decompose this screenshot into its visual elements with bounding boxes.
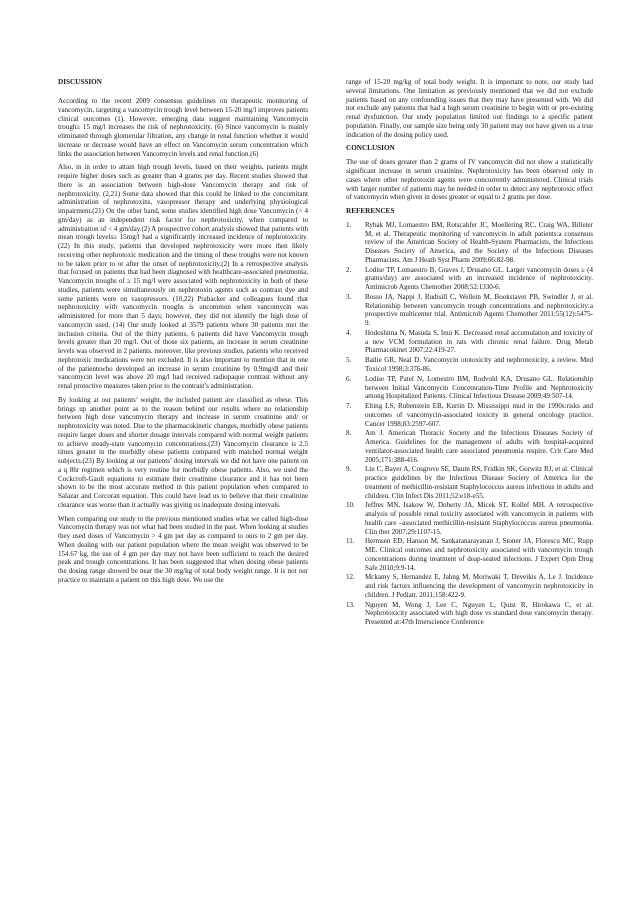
reference-text: Bailie GR, Neal D. Vancomycin ototoxicity and nephrotoxicity, a review. Med Toxicol 1998;3:376-86. [365, 356, 593, 373]
discussion-continuation: range of 15-20 mg/kg of total body weight. It is important to note, our study had several limitations. One limitation as previously mentioned that we did not exclude patients based on any confounding issues that they may have presented with. We did not exclude any patients that had a high serum creatinine to begin with or pre-existing renal dysfunction. Our study population limited our findings to a specific patient population. Finally, our sample size being only 30 patient may not have given us a true indication of the dosing policy used. [346, 78, 593, 139]
reference-number: 10. [346, 501, 355, 510]
reference-item [346, 356, 593, 373]
discussion-paragraph-1: According to the recent 2009 consensus guidelines on therapeutic monitoring of vancomycin, targeting a vancomycin trough level between 15-20 mg/l improves patients clinical outcomes (1). However, emerging data suggest maintaining Vancomycin trough≥ 15 mg/l increases the risk of nephrotoxicity. (6) Since vancomycin is mainly eliminated through glomerular filtration, any change in renal function whether it would increase or decrease would have an effect on Vancomycin serum concentration which links the association between Vancomycin levels and renal function.(6) [58, 97, 308, 158]
reference-text: Jeffres MN, Isakow W, Doherty JA, Micek ST, Kollef MH. A retrospective analysis of possible renal toxicity associated with vancomycin in patients with health care –associated methicillin-resistant Staphylococcus aureus pneumonia. Clin ther 2007;29:1107-15. [365, 501, 593, 536]
reference-item [346, 429, 593, 464]
reference-item [346, 537, 593, 572]
reference-number: 1. [346, 221, 352, 229]
reference-number: 3. [346, 293, 352, 301]
reference-number: 6. [346, 374, 352, 383]
reference-item [346, 501, 593, 536]
reference-text: Nguyen M, Wong J, Lee C, Nguyen L, Quist R, Hirokawa C, et al. Nephrotoxicity associated with high dose vs standard dose vancomycin therapy. Presented at:47th Interscience Conference [365, 600, 593, 627]
reference-number: 11. [346, 537, 355, 546]
reference-text: Hodoshima N, Masuda S, Inui K. Decreased renal accumulation and toxicity of a new VCM formulation in rats with chronic renal failure. Drug Metab Pharmacokinet 2007;22:419-27. [365, 329, 593, 355]
reference-item [346, 573, 593, 599]
reference-number: 4. [346, 329, 352, 337]
reference-text: Elting LS, Rubenstein EB, Kurtin D. Mississippi mud in the 1990s:risks and outcomes of vancomycin-associated toxicity in general oncology practice. Cancer 1998;83:2597-607. [365, 402, 593, 428]
reference-item [346, 329, 593, 355]
reference-text: Hermsen ED, Hanson M, Sankaranarayanan J, Stoner JA, Florescu MC, Rupp ME. Clinical outcomes and nephrotoxicity associated with vancomycin trough concentrations during treatment of deap-seated infections. J Expert Opin Drug Safe 2010;9:9-14. [365, 537, 593, 572]
reference-text: Mckamy S, Hernandez E, Jahng M, Moriwaki T, Deveikis A, Le J. Incidence and risk factors influencing the development of vancomycin nephrotoxicity in children. J Pediatr. 2011;158:422-9. [365, 573, 593, 599]
references-heading: REFERENCES [346, 207, 395, 215]
discussion-heading: DISCUSSION [58, 78, 102, 86]
right-column [346, 78, 593, 628]
reference-item [346, 601, 593, 627]
left-column [58, 78, 308, 590]
reference-number: 8. [346, 429, 352, 438]
reference-number: 13. [346, 600, 355, 609]
conclusion-paragraph: The use of doses greater than 2 grams of IV vancomycin did not show a statistically significant increase in serum creatinine. Nephrotoxicity has been observed only in cases where other nephrotoxin agents were concurrently administered. Clinical trials with larger number of patients may be needed in order to detect any nephrotoxic effect of vancomycin when given in doses greater or equal to 2 grams per dose. [346, 158, 593, 202]
reference-text: Lodise TP, Lomaestro B, Graves J, Drusano GL. Larger vancomycin doses ≥ (4 grams/day) are associated with an increased incidence of nephrotoxicity. Antimicrob Agents Chemother 2008;52:1330-6. [365, 265, 593, 292]
reference-item [346, 375, 593, 401]
reference-text: Bosso JA, Nappi J, Rudisill C, Wellein M, Bookstaver PB, Swindler J, et al. Relationship between vancomycin trough concentrations and nephrotoxicity:a prospective multicenter trial. Antimicrob Agents Chemother 2011;55(12):5475-9. [365, 293, 593, 328]
reference-text: Am J. American Thoracic Society and the Infectious Diseases Society of America. Guidelines for the management of adults with hospital-acquired ventilator-associated health care associated pneumonia respire. Crit Care Med 2005;171:388-416. [365, 429, 593, 464]
reference-item [346, 221, 593, 265]
conclusion-heading: CONCLUSION [346, 144, 395, 153]
reference-item [346, 465, 593, 500]
discussion-paragraph-3: By looking at our patients’ weight, the included patient are classified as obese. This brings up another point as to the reason behind our results where no relationship between high dose vancomycin therapy and increase in serum creatinine and/ or nephrotoxicity was noted. Due to the pharmacokinetic changes, morbidly obese patients require larger doses and shorter dosage intervals compared with normal weight patients to achieve steady-state vancomycin concentrations.(23) Vancomycin clearance is 2.5 times greater in the morbidly obese patients compared with matched normal weight subjects.(23) By looking at our patients’ dosing intervals we did not have one patient on a q 8hr regimen which is very routine for morbidly obese patients. Also, we used the Cockcroft-Gault equations to estimate their creatinine clearance and it has not been shown to be the most accurate method in this patient population when compared to Salazar and Corcoran equation. This could have lead us to believe that their creatinine clearance was worse than it actually was giving us inadequate dosing intervals. [58, 395, 308, 509]
reference-number: 2. [346, 265, 352, 274]
reference-text: Liu C, Bayer A, Cosgrove SE, Daum RS, Fridkin SK, Gorwitz RJ, et al. Clinical practice guidelines by the Infectious Disease Society of America for the treatment of methicillin-resistant Staphylococcus aureus infectious in adults and children. Clin Infect Dis 2011;52:e18-e55. [365, 465, 593, 500]
reference-number: 5. [346, 356, 352, 365]
reference-item [346, 266, 593, 292]
reference-number: 7. [346, 402, 352, 411]
discussion-paragraph-2: Also, in in order to attain high trough levels, based on their weights, patients might require higher doses such as greater than 4 grams per day. Recent studies showed that there is an association between high-dose Vancomycin therapy and risk of nephrotoxicity. (2,21) Some data showed that this could be linked to the concomitant administration of nephrotoxins, vasopressor therapy and underlying physiological impairment.(21) On the other hand, some studies identified high dose Vancomycin (> 4 gm/day) as an independent risk factor for nephrotoxicity, when compared to administration of < 4 gm/day.(2) A prospective cohort analysis showed that patients with mean trough levels≥ 15mg/l had a significantly increased incidence of nephrotoxicity.(22) In this study, patients that developed nephrotoxicity were more then likely receiving other nephrotoxic medication and the timing of these troughs were not known to be taken prior to or after the onset of nephrotoxicity.(2) In a retrospective analysis that focused on patients that had been diagnosed with healthcare-associated pneumonia, Vancomycin troughs of ≥ 15 mg/l were associated with nephrotoxicity in both of these studies, patients were simultaneously on nephrotoxin agents such as contrast dye and some patients were on vasopressors. (10,22) Prabacker and colleagues found that nephrotoxicity with vancomycin troughs is uncommon when vancomycin was administered for more than 5 days; however, they did not identify the high dose of vancomycin used. (14) Our study looked at 3579 patients where 30 patients met the inclusion criteria. Out of the thirty patients, 6 patients did have Vancomycin trough levels greater than 20 mg/l. Out of those six patients, an increase in serum creatinine levels was observed in 2 patients. moreover, like previous studies, patients who received nephrotoxic medications were not excluded. It is also important to mention that in one of the patientswho developed an increase in serum creatinine by 0.9mg/dl and their vancomycin level was above 20 mg/l had received radiopaque contrast without any renal protective measures taken prior to the contrast’s administration. [58, 163, 308, 390]
discussion-paragraph-4: When comparing our study to the previous mentioned studies what we called high-dose Vancomycin therapy was not what had been studied in the past. When looking at studies they used doses of Vancomycin > 4 gm per day as compared to ours to 2 gm per day. When dealing with our patient population where the mean weight was observed to be 154.67 kg, the use of 4 gm per day may not have been sufficient to reach the desired peak and trough concentrations. It has been suggested that when dosing obese patients the dosing range showed be near the 30 mg/kg of total body weight range. It is not our practice to maintain a patient on this high dose. We use the [58, 514, 308, 584]
reference-text: Lodise TP, Patel N, Lomestro BM, Rodvold KA, Drusano GL. Relationship between Initial Vancomycin Concetnration-Time Profile and Nephrotoxicity among Hospitalized Patients. Clinical Infectious Disease 2009;49:507-14. [365, 374, 593, 401]
reference-number: 9. [346, 465, 352, 474]
reference-list [346, 221, 593, 627]
reference-item [346, 402, 593, 428]
reference-number: 12. [346, 573, 355, 582]
reference-item [346, 293, 593, 328]
reference-text: Rybak MJ, Lomaestro BM, Rotscahfer JC, Moellering RC, Craig WA, Billeter M, et al. Therapeutic monitoring of vancomycin in adult patients:a consensus review of the American Society of Health-System Pharmacists, the Infectious Diseases Society of America, and the Society of the Infectious Diseases Pharmacists. Am J Heath Syst Pharm 2009;66:82-98. [365, 221, 593, 264]
